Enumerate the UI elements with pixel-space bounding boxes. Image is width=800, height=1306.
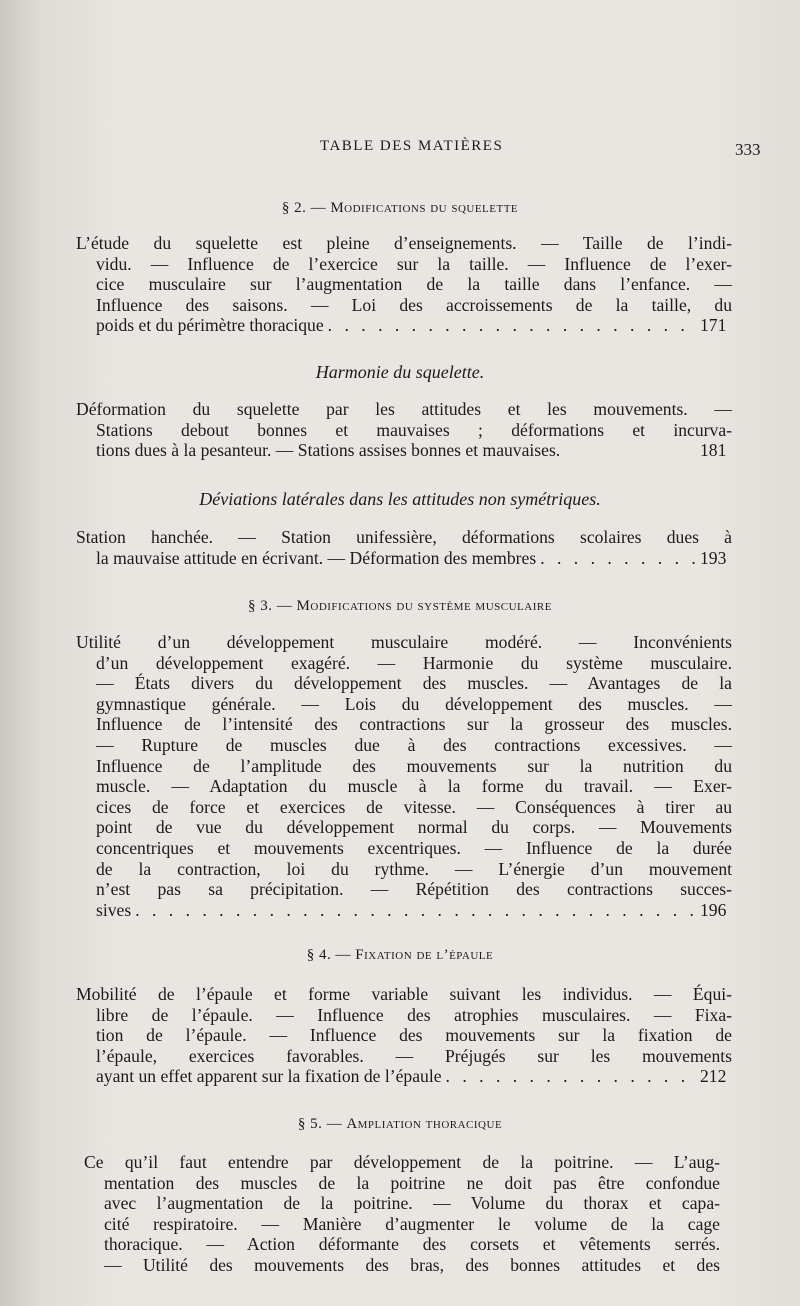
section-title-5: § 5. — Ampliation thoracique	[297, 1116, 503, 1132]
page-ref: 196	[700, 899, 727, 920]
page-ref: 171	[700, 315, 727, 336]
section-title-3: § 3. — Modifications du système musculaire	[248, 598, 552, 614]
section-title-2: § 2. — Modifications du squelette	[281, 200, 519, 216]
toc-entry-thorax: Ce qu’il faut entendre par développement de la poitrine. — L’aug- mentation des muscles de la poitrine ne doit pas être confondue avec l’augmentation de la poitrine. — Volume du thorax et capa- cité respiratoire. — Manière d’augmenter le volume de la cage thoracique. — Action déformante des corsets et vêtements serrés. — Utilité des mouvements des bras, des bonnes attitudes et des	[84, 1152, 720, 1275]
subsection-title-harmonie: Harmonie du squelette.	[315, 362, 485, 382]
toc-entry-muscles: Utilité d’un développement musculaire modéré. — Inconvénients d’un développement exagéré. — Harmonie du système musculaire. — États divers du développement des muscles. — Avantages de la gymnastique générale. — Lois du développement des muscles. — Influence de l’intensité des contractions sur la grosseur des muscles. — Rupture de muscles due à des contractions excessives. — Influence de l’amplitude des mouvements sur la nutrition du muscle. — Adaptation du muscle à la forme du travail. — Exer- cices de force et exercices de vitesse. — Conséquences à tirer au point de vue du développement normal du corps. — Mouvements concentriques et mouvements excentriques. — Influence de la durée de la contraction, loi du rythme. — L’énergie d’un mouvement n’est pas sa précipitation. — Répétition des contractions succes- sives . . . 196	[76, 632, 732, 920]
page-number: 333	[735, 140, 761, 159]
running-title: TABLE DES MATIÈRES	[320, 138, 504, 154]
subsection-title-deviations: Déviations latérales dans les attitudes non symétriques.	[199, 489, 601, 509]
page-ref: 181	[700, 440, 727, 461]
page-ref: 212	[700, 1066, 727, 1087]
toc-entry-squelette: L’étude du squelette est pleine d’enseignements. — Taille de l’indi- vidu. — Influence de l’exercice sur la taille. — Influence de l’exer- cice musculaire sur l’augmentation de la taille dans l’enfance. — Influence des saisons. — Loi des accroissements de la taille, du poids et du périmètre thoracique . . . 171	[76, 233, 732, 336]
page-ref: 193	[700, 547, 727, 568]
section-title-4: § 4. — Fixation de l’épaule	[306, 947, 494, 963]
toc-entry-epaule: Mobilité de l’épaule et forme variable suivant les individus. — Équi- libre de l’épaule. — Influence des atrophies musculaires. — Fixa- tion de l’épaule. — Influence des mouvements sur la fixation de l’épaule, exercices favorables. — Préjugés sur les mouvements ayant un effet apparent sur la fixation de l’épaule . . . 212	[76, 984, 732, 1087]
toc-entry-harmonie: Déformation du squelette par les attitudes et les mouvements. — Stations debout bonnes et mauvaises ; déformations et incurva- tions dues à la pesanteur. — Stations assises bonnes et mauvaises. 181	[76, 399, 732, 461]
toc-entry-deviations: Station hanchée. — Station unifessière, déformations scolaires dues à la mauvaise attitude en écrivant. — Déformation des membres . . . 193	[76, 527, 732, 568]
